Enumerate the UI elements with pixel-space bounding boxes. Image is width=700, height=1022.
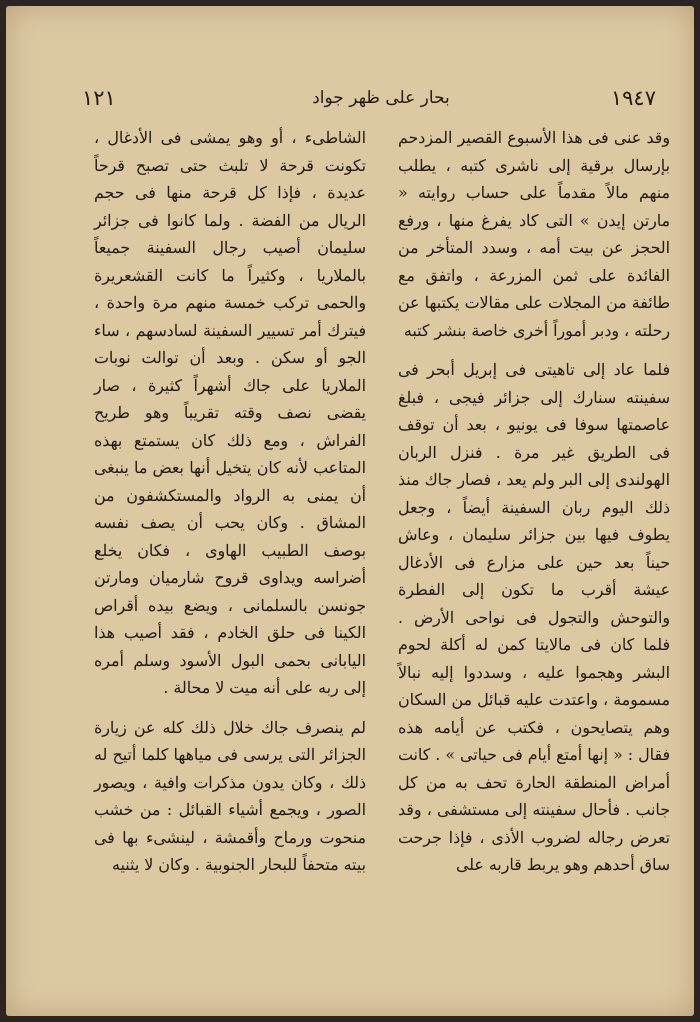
paragraph: لم ينصرف جاك خلال ذلك كله عن زيارة الجزائر التى يرسى فى مياهها كلما أتيح له ذلك ، وكان يدون مذكرات وافية ، ويصور الصور ، ويجمع أشياء القبائل : من خشب منحوت ورماح وأقمشة ، لينشىء بها فى بيته متحفاً للبحار الجنوبية . وكان لا يثنيه [94, 717, 366, 874]
paragraph: الشاطىء ، أو وهو يمشى فى الأدغال ، تكونت قرحة لا تلبث حتى تصبح قرحاً عديدة ، فإذا كل قرحة منها فى حجم الريال من الفضة . ولما كانوا فى جزائر سليمان أصيب رجال السفينة جميعاً بالملاريا ، وكثيراً ما كانت القشعريرة والحمى تركب خمسة منهم مرة واحدة ، فيترك أمر تسيير السفينة لسادسهم ، ساء الجو أو سكن . وبعد أن توالت نوبات الملاريا على جاك أشهراً كثيرة ، صار يقضى نصف وقته تقريباً وهو طريح الفراش ، ومع ذلك كان يستمتع بهذه المتاعب لأنه كان يتخيل أنها بعض ما ينبغى أن يمنى به الرواد والمستكشفون من المشاق . وكان يحب أن يصف نفسه بوصف الطبيب الهاوى ، فكان يخلع أضراسه ويداوى قروح شارميان ومارتن جونسن بالسلمانى ، ويضع بيده أقراص الكينا فى حلق الخادم ، فقد أصيب هذا اليابانى بحمى البول الأسود وسلم أمره إلى ربه على أنه ميت لا محالة . [94, 128, 366, 697]
page-number-left: ١٢١ [82, 86, 116, 110]
paragraph: فلما عاد إلى تاهيتى فى إبريل أبحر فى سفينته سنارك إلى جزائر فيجى ، فبلغ عاصمتها سوفا فى يونيو ، بعد أن توقف فى الطريق غير مرة . فنزل الربان الهولندى إلى البر ولم يعد ، فصار جاك منذ ذلك اليوم ربان السفينة أيضاً ، وجعل يطوف فيها بين جزائر سليمان ، وعاش حيناً بعد حين على مزارع فى الأدغال عيشة أقرب ما تكون إلى الفطرة والتوحش والتجول فى نواحى الأرض . فلما كان فى مالايتا كمن له أكلة لحوم البشر وهجموا عليه ، وسددوا إليه نبالاً مسمومة ، واعتدت عليه قبائل من السكان وهم يتصايحون ، فكتب عن أيامه هذه فقال : « إنها أمتع أيام فى حياتى » . كانت أمراض المنطقة الحارة تحف به من كل جانب . فأحال سفينته إلى مستشفى ، وقد تعرض رجاله لضروب الأذى ، فإذا جرحت ساق أحدهم وهو يربط قاربه على [398, 360, 670, 874]
right-column [398, 124, 670, 879]
left-column [94, 124, 366, 879]
running-title: بحار على ظهر جواد [312, 88, 450, 108]
paragraph: وقد عنى فى هذا الأسبوع القصير المزدحم بإرسال برقية إلى ناشرى كتبه ، يطلب منهم مالاً مقدماً على حساب روايته « مارتن إيدن » التى كاد يفرغ منها ، ورفع الحجز عن بيت أمه ، وسدد المتأخر من الفائدة على ثمن المزرعة ، واتفق مع طائفة من المجلات على مقالات يكتبها عن رحلته ، ودبر أموراً أخرى خاصة بنشر كتبه [398, 128, 670, 340]
page-number-right: ١٩٤٧ [610, 86, 656, 110]
page-header [82, 78, 656, 118]
book-page [6, 6, 694, 1016]
